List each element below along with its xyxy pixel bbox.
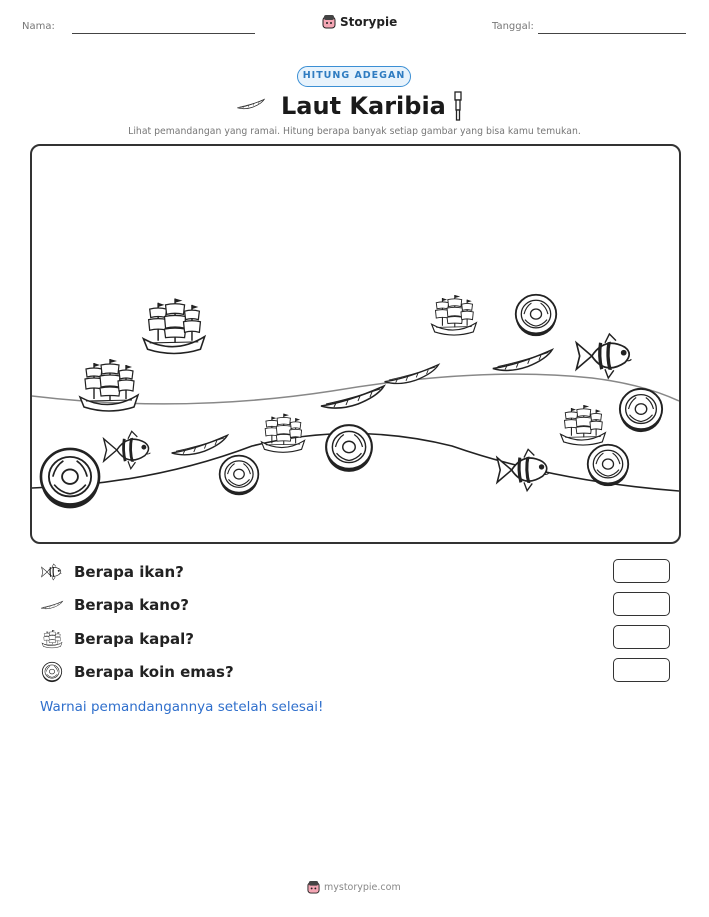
canoe-icon: [321, 386, 384, 408]
ship-icon: [261, 414, 304, 453]
answer-box-ship[interactable]: [613, 625, 670, 649]
brand-name: Storypie: [340, 14, 398, 29]
question-text: Berapa koin emas?: [74, 663, 234, 681]
answer-box-coin[interactable]: [613, 658, 670, 682]
fish-icon: [104, 431, 151, 468]
fish-icon: [497, 449, 549, 490]
coloring-note: Warnai pemandangannya setelah selesai!: [40, 699, 324, 715]
question-coin: [40, 661, 234, 683]
answer-box-canoe[interactable]: [613, 592, 670, 616]
canoe-icon: [40, 595, 64, 615]
instructions: Lihat pemandangan yang ramai. Hitung berapa banyak setiap gambar yang bisa kamu temukan.: [128, 126, 581, 137]
date-input-line[interactable]: [538, 33, 686, 34]
name-input-line[interactable]: [72, 33, 255, 34]
gold-coin-icon: [516, 295, 556, 336]
gold-coin-icon: [620, 389, 662, 432]
gold-coin-icon: [220, 456, 259, 496]
footer-site: [307, 880, 401, 894]
page-title: Laut Karibia: [281, 92, 446, 120]
question-text: Berapa ikan?: [74, 563, 184, 581]
canoe-icon: [493, 350, 552, 371]
question-ship: [40, 628, 194, 650]
storypie-mascot-icon: [322, 14, 336, 29]
answer-box-fish[interactable]: [613, 559, 670, 583]
fish-icon: [40, 562, 64, 582]
brand-logo: [322, 14, 397, 29]
question-text: Berapa kano?: [74, 596, 189, 614]
sea-scene: [30, 144, 681, 544]
activity-badge: HITUNG ADEGAN: [297, 66, 411, 87]
question-canoe: [40, 595, 189, 615]
storypie-mascot-icon: [307, 880, 320, 894]
ship-icon: [432, 295, 477, 335]
canoe-icon: [236, 95, 266, 113]
fish-icon: [576, 334, 631, 378]
question-text: Berapa kapal?: [74, 630, 195, 648]
site-url[interactable]: mystorypie.com: [324, 881, 401, 893]
question-fish: [40, 562, 184, 582]
ship-icon: [143, 299, 204, 354]
gold-coin-icon: [326, 425, 372, 472]
gold-coin-icon: [588, 445, 628, 486]
date-label: Tanggal:: [492, 21, 534, 32]
name-label: Nama:: [22, 21, 55, 32]
ship-icon: [40, 628, 64, 650]
scene-illustration: [32, 146, 679, 542]
canoe-icon: [172, 435, 228, 455]
ship-icon: [561, 405, 606, 445]
gold-coin-icon: [41, 449, 99, 508]
gold-coin-icon: [40, 661, 64, 683]
canoe-icon: [385, 365, 439, 384]
telescope-icon: [452, 91, 464, 121]
